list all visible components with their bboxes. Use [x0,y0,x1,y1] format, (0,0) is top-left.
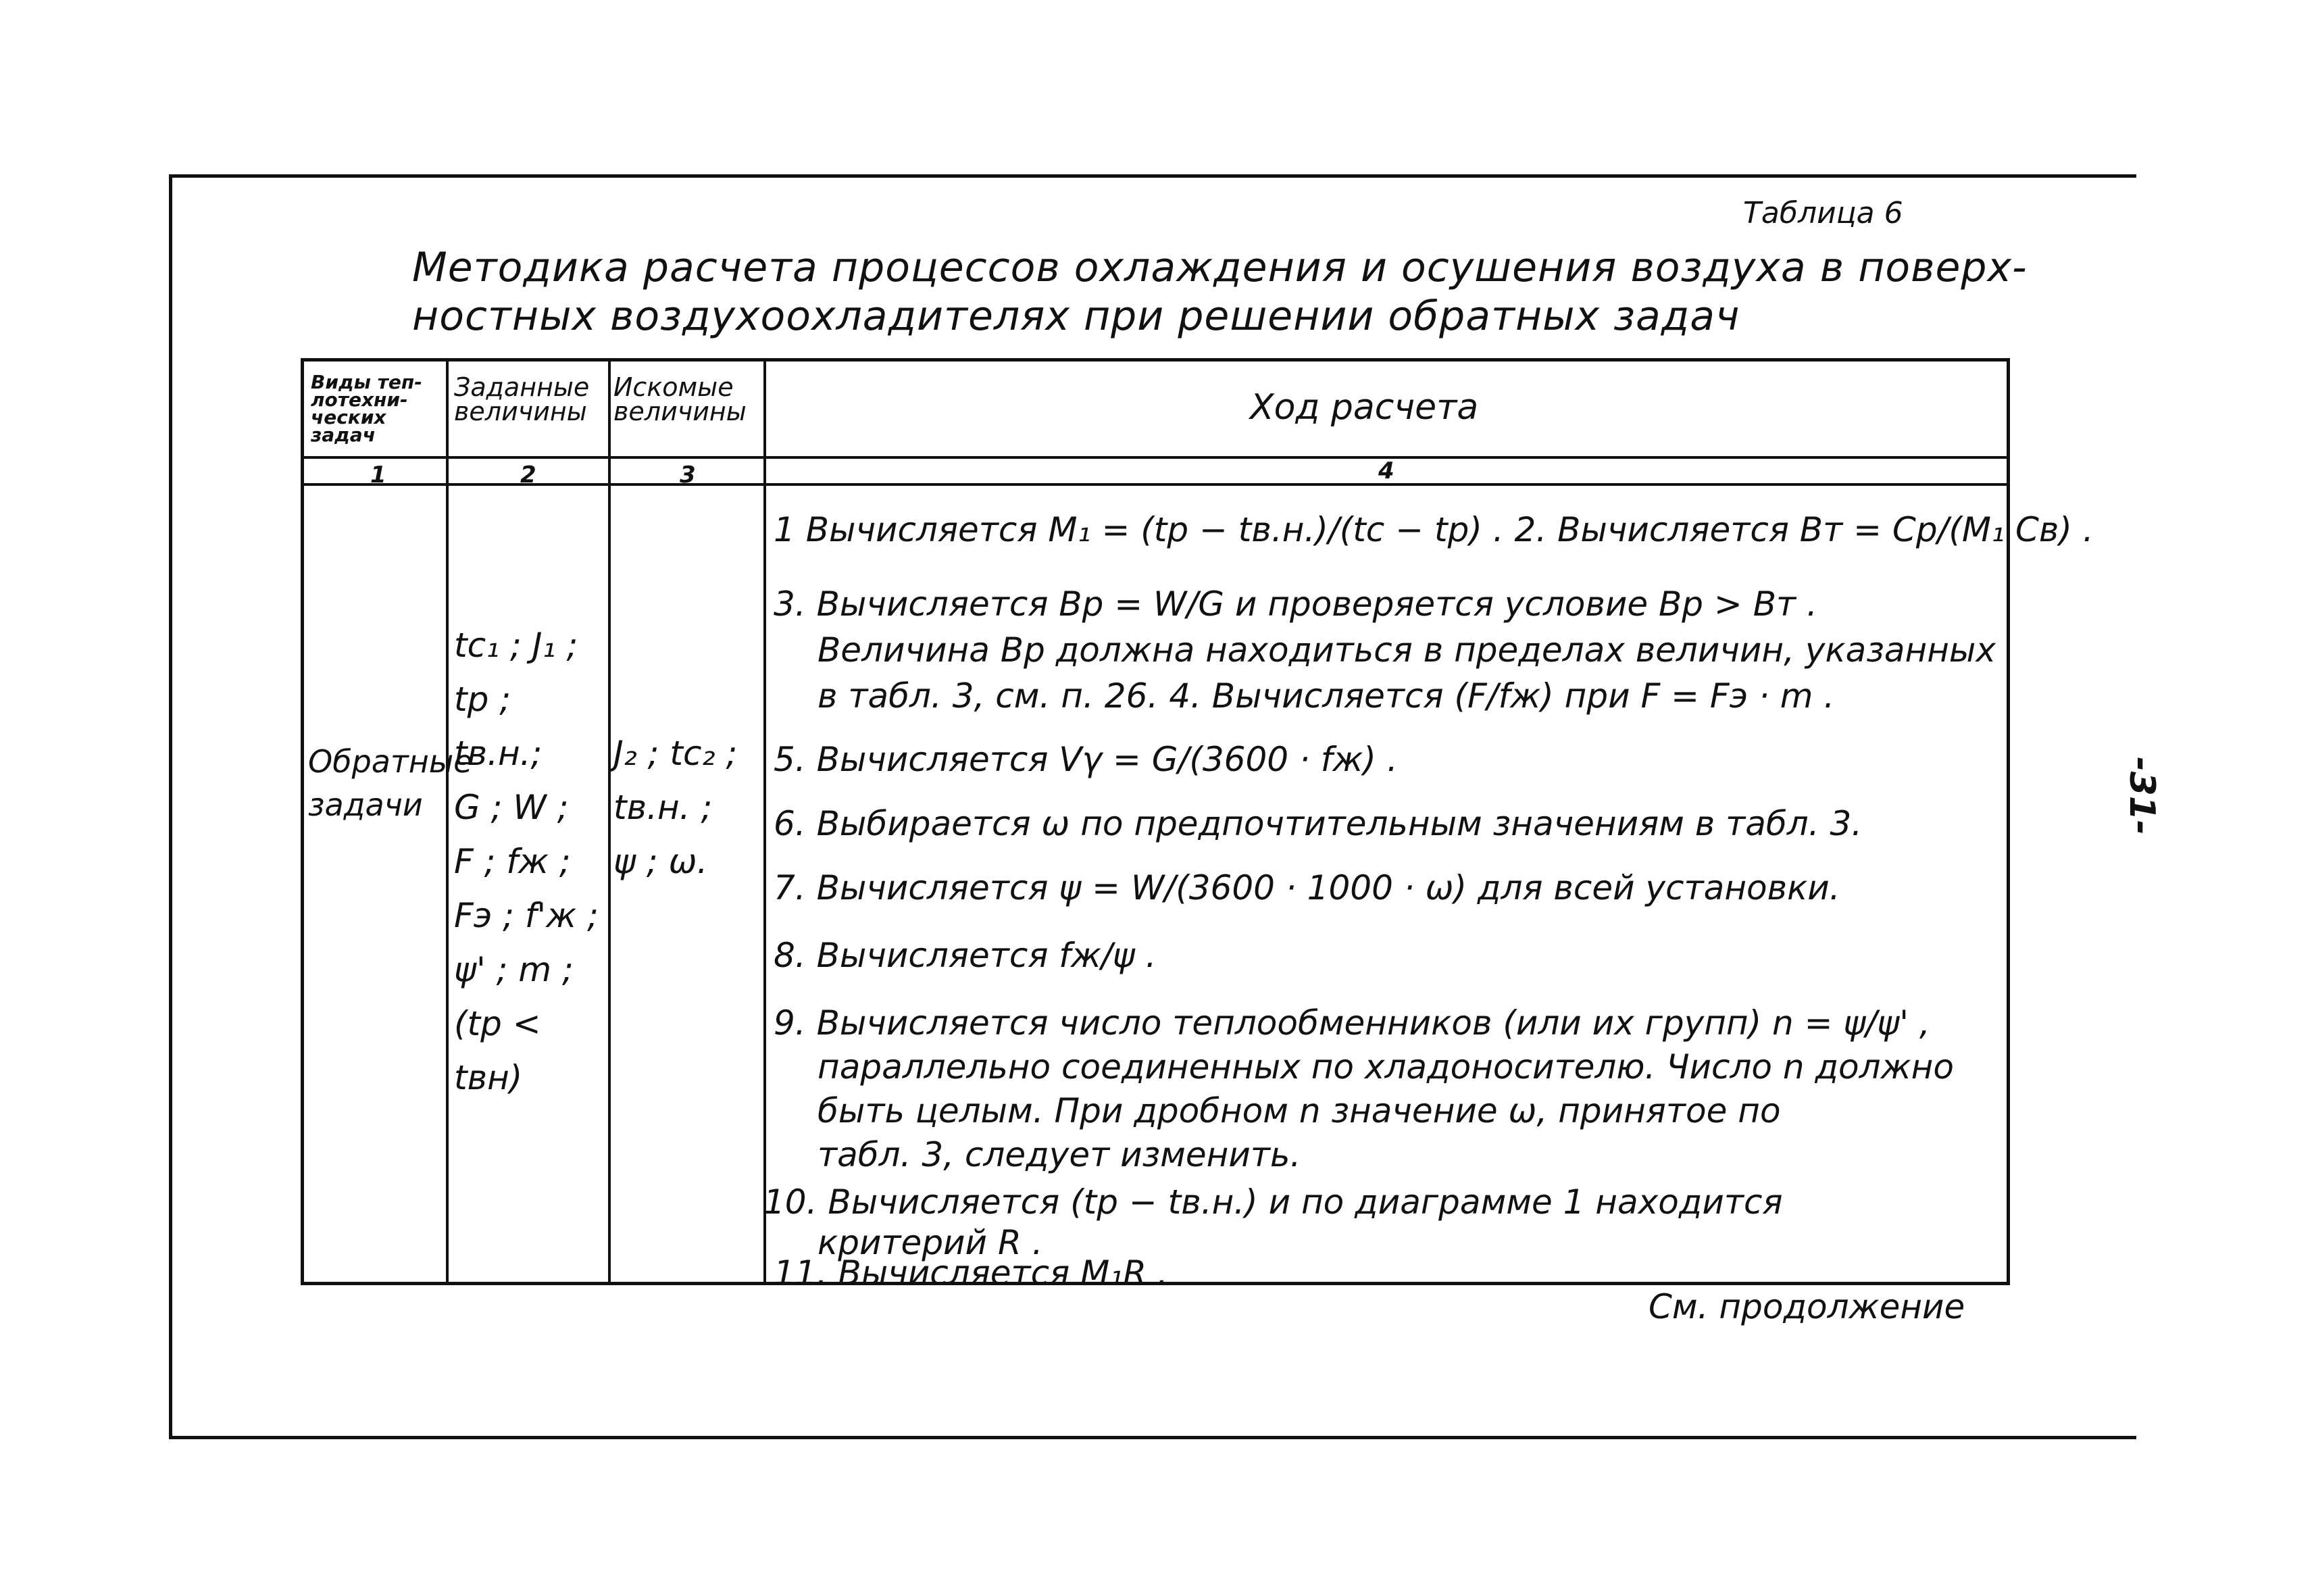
step-9-continued-2: быть целым. При дробном n значение ω, принятое по [818,1091,1781,1130]
header-calculation-procedure: Ход расчета [1250,387,1479,428]
given-value-line: tp ; tв.н.; [454,680,543,773]
step-10: 10. Вычисляется (tp − tв.н.) и по диаграмме 1 находится [763,1182,1783,1222]
step-3: 3. Вычисляется Bp = W/G и проверяется условие Bp > Bт . [774,584,1817,624]
header-divider [304,456,2007,459]
sought-value-line: J₂ ; tc₂ ; [613,734,738,773]
page-number: -31- [2121,757,2162,835]
given-value-line: tc₁ ; J₁ ; [454,626,578,665]
column-number-3: 3 [680,462,696,489]
title-line-2: ностных воздухоохладителях при решении обратных задач [412,293,1740,340]
sought-value-line: ψ ; ω. [613,842,708,881]
step-5: 5. Вычисляется Vγ = G/(3600 · fж) . [774,740,1398,779]
column-number-4: 4 [1378,457,1394,484]
calculation-table [301,358,2094,1293]
step-3-4: в табл. 3, см. п. 26. 4. Вычисляется (F/fж) при F = Fэ · m . [818,676,1835,716]
step-3-continued: Величина Bp должна находиться в пределах величин, указанных [818,630,1996,670]
column-divider-3 [763,361,766,1282]
step-9-continued-1: параллельно соединенных по хладоносителю. Число n должно [818,1047,1954,1087]
title-line-1: Методика расчета процессов охлаждения и осушения воздуха в поверх- [412,244,2028,291]
sought-value-line: tв.н. ; [613,788,713,827]
document-title [412,243,2028,341]
header-task-types: Виды теп- лотехни- ческих задач [311,371,422,446]
column-number-2: 2 [520,462,536,489]
step-9-continued-3: табл. 3, следует изменить. [818,1135,1301,1174]
step-7: 7. Вычисляется ψ = W/(3600 · 1000 · ω) для всей установки. [774,868,1840,907]
given-values-cell [454,618,606,1105]
column-number-divider [304,483,2007,486]
continuation-note: См. продолжение [1649,1287,1965,1326]
step-1-2: 1 Вычисляется M₁ = (tp − tв.н.)/(tc − tp) . 2. Вычисляется Bт = Cp/(M₁ Cв) . [774,510,2094,549]
given-value-line: (tp < tвн) [454,1004,541,1097]
column-number-1: 1 [370,462,386,489]
step-6: 6. Выбирается ω по предпочтительным значениям в табл. 3. [774,804,1863,843]
step-9: 9. Вычисляется число теплообменников (или их групп) n = ψ/ψ' , [774,1003,1930,1043]
header-sought-values: Искомые величины [613,372,747,426]
column-divider-2 [608,361,611,1282]
given-value-line: G ; W ; [454,788,569,827]
header-given-values: Заданные величины [454,372,590,426]
step-10-continued: критерий R . [818,1223,1043,1262]
sought-values-cell [613,726,762,889]
given-value-line: ψ' ; m ; [454,950,574,989]
column-divider-1 [446,361,449,1282]
given-value-line: F ; fж ; [454,842,571,881]
task-type-cell: Обратные задачи [308,743,473,823]
given-value-line: Fэ ; f'ж ; [454,896,599,935]
table-label: Таблица 6 [1743,196,1903,230]
step-11: 11. Вычисляется M₁R . [774,1253,1168,1293]
step-8: 8. Вычисляется fж/ψ . [774,936,1157,975]
